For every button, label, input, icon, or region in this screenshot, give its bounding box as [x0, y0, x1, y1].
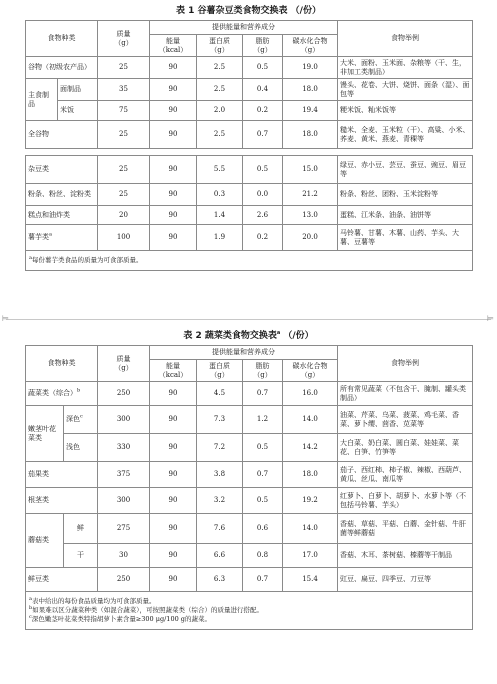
table-cell: 25: [98, 57, 150, 79]
table-row: [26, 206, 473, 225]
table-cell: 大米、面粉、玉米面、杂粮等（干、生，非加工类制品）: [338, 57, 473, 79]
table-cell: 0.5: [243, 57, 283, 79]
table-cell: 90: [150, 57, 197, 79]
table-row: [26, 568, 473, 592]
table1-note: $^a$每份薯芋类食品的质量为可食部质量。: [26, 251, 473, 271]
group-mushroom: 蘑菇类: [26, 514, 64, 568]
table-cell: 16.0: [283, 382, 338, 406]
table-cell: 300: [98, 406, 150, 434]
table-cell: 油菜、芹菜、乌菜、菠菜、鸡毛菜、香菜、萝卜缨、茴香、苋菜等: [338, 406, 473, 434]
table-cell: 粉条、粉丝、淀粉类: [26, 184, 98, 206]
table-cell: 3.8: [197, 462, 243, 488]
table-cell: 275: [98, 514, 150, 544]
table-cell: 90: [150, 434, 197, 462]
table-row: [26, 79, 473, 101]
table-cell: 15.4: [283, 568, 338, 592]
table-cell: 90: [150, 568, 197, 592]
table-row: [26, 434, 473, 462]
table-cell: 4.5: [197, 382, 243, 406]
table-cell: 90: [150, 156, 197, 184]
table-cell: 米饭: [58, 101, 98, 121]
table-cell: 杂豆类: [26, 156, 98, 184]
table-row: [26, 121, 473, 149]
table-cell: 300: [98, 488, 150, 514]
table-cell: 茄子、西红柿、柿子椒、辣椒、西葫芦、黄瓜、丝瓜、南瓜等: [338, 462, 473, 488]
footnote-mark: a: [49, 231, 52, 238]
table-cell: 0.0: [243, 184, 283, 206]
table-row: [26, 57, 473, 79]
table-cell: 粉条、粉丝、团粉、玉米淀粉等: [338, 184, 473, 206]
table-cell: 7.6: [197, 514, 243, 544]
table-cell: 90: [150, 488, 197, 514]
table-row: [26, 488, 473, 514]
table-row: [26, 382, 473, 406]
table-cell: 90: [150, 206, 197, 225]
table-cell: 粳米饭、籼米饭等: [338, 101, 473, 121]
table-cell: 13.0: [283, 206, 338, 225]
table-row: [26, 462, 473, 488]
table-cell: 绿豆、赤小豆、芸豆、蚕豆、豌豆、眉豆等: [338, 156, 473, 184]
table-cell: 19.4: [283, 101, 338, 121]
table-cell: 全谷物: [26, 121, 98, 149]
table-cell: 0.5: [243, 488, 283, 514]
table1: [25, 20, 473, 271]
header-protein: 蛋白质 （g）: [197, 35, 243, 57]
table-cell: 19.2: [283, 488, 338, 514]
table-cell: 1.2: [243, 406, 283, 434]
table-cell: 蛋糕、江米条、油条、油饼等: [338, 206, 473, 225]
table-cell: 大白菜、奶白菜、圆白菜、娃娃菜、菜花、白笋、竹笋等: [338, 434, 473, 462]
table-cell: 马铃薯、甘薯、木薯、山药、芋头、大薯、豆薯等: [338, 225, 473, 251]
table-row: [26, 406, 473, 434]
table-cell: 0.3: [197, 184, 243, 206]
table-cell: 17.0: [283, 544, 338, 568]
table-cell: 0.7: [243, 382, 283, 406]
table-row: [26, 225, 473, 251]
page-break-marker-left: ⊨: [2, 314, 9, 323]
page-separator: [0, 315, 497, 325]
header-supply: 提供能量和营养成分: [150, 21, 338, 35]
table-cell: 蔬菜类（综合）$^b$: [26, 382, 98, 406]
table-cell: 25: [98, 156, 150, 184]
header-kind: 食物种类: [26, 346, 98, 382]
table-cell: 0.4: [243, 79, 283, 101]
table-cell: 90: [150, 225, 197, 251]
table-row: [26, 544, 473, 568]
header-carb: 碳水化合物 （g）: [283, 35, 338, 57]
table-cell: 18.0: [283, 79, 338, 101]
table-cell: 香菇、草菇、平菇、白蘑、金针菇、牛肝菌等鲜蘑菇: [338, 514, 473, 544]
table-cell: 红萝卜、白萝卜、胡萝卜、水萝卜等（不包括马铃薯、芋头）: [338, 488, 473, 514]
table-cell: 25: [98, 184, 150, 206]
table-cell: 0.5: [243, 434, 283, 462]
table-cell: 鲜: [64, 514, 98, 544]
header-mass: 质量 （g）: [98, 346, 150, 382]
header-fat: 脂肪 （g）: [243, 360, 283, 382]
table-cell: 茄果类: [26, 462, 98, 488]
header-kind: 食物种类: [26, 21, 98, 57]
table-cell: 90: [150, 544, 197, 568]
table-cell: 5.5: [197, 156, 243, 184]
table2: [25, 345, 473, 630]
table-cell: 30: [98, 544, 150, 568]
header-supply: 提供能量和营养成分: [150, 346, 338, 360]
table-cell: 14.2: [283, 434, 338, 462]
footnote: $^a$表中给出的每份食品质量均为可食部质量。: [29, 595, 156, 605]
table-row: [26, 101, 473, 121]
table-cell: [26, 149, 473, 156]
table-cell: 薯芋类$^a$: [26, 225, 98, 251]
table-cell: 14.0: [283, 406, 338, 434]
table-cell: 根茎类: [26, 488, 98, 514]
table-cell: 0.5: [243, 156, 283, 184]
table-cell: 250: [98, 382, 150, 406]
table-cell: 1.9: [197, 225, 243, 251]
table-cell: 100: [98, 225, 150, 251]
table-cell: 20.0: [283, 225, 338, 251]
table-cell: 0.7: [243, 121, 283, 149]
table1-header-row: [26, 21, 473, 35]
header-mass: 质量 （g）: [98, 21, 150, 57]
table-cell: 18.0: [283, 121, 338, 149]
table-cell: 20: [98, 206, 150, 225]
table2-notes: [26, 592, 473, 630]
footnote: $^b$如果难以区分蔬菜种类（如混合蔬菜），可按照蔬菜类（综合）的质量进行搭配。: [29, 604, 263, 614]
table-cell: 90: [150, 382, 197, 406]
table-cell: 90: [150, 79, 197, 101]
table-cell: 90: [150, 121, 197, 149]
table-cell: 3.2: [197, 488, 243, 514]
header-protein: 蛋白质 （g）: [197, 360, 243, 382]
table-row: [26, 184, 473, 206]
table2-header-row: [26, 346, 473, 360]
table-cell: 2.5: [197, 57, 243, 79]
table-cell: 6.6: [197, 544, 243, 568]
table1-note-row: [26, 251, 473, 271]
table-cell: 18.0: [283, 462, 338, 488]
table-cell: 90: [150, 101, 197, 121]
table-cell: 19.0: [283, 57, 338, 79]
table-cell: 90: [150, 514, 197, 544]
page-break-marker-right: ⊨: [487, 314, 494, 323]
table-cell: 面制品: [58, 79, 98, 101]
table-cell: 2.5: [197, 79, 243, 101]
table-cell: 14.0: [283, 514, 338, 544]
table-cell: 90: [150, 184, 197, 206]
table2-title: 表 2 蔬菜类食物交换表$^a$ （/份）: [183, 330, 314, 341]
table-cell: 330: [98, 434, 150, 462]
table-cell: 21.2: [283, 184, 338, 206]
table-cell: 0.7: [243, 462, 283, 488]
header-examples: 食物举例: [338, 21, 473, 57]
header-examples: 食物举例: [338, 346, 473, 382]
table-cell: 25: [98, 121, 150, 149]
table1-title: 表 1 谷薯杂豆类食物交换表 （/份）: [176, 6, 321, 16]
table-cell: 2.0: [197, 101, 243, 121]
table-cell: 鲜豆类: [26, 568, 98, 592]
table-cell: 15.0: [283, 156, 338, 184]
table-cell: 0.2: [243, 225, 283, 251]
header-carb: 碳水化合物 （g）: [283, 360, 338, 382]
table-cell: 谷物（初级农产品）: [26, 57, 98, 79]
table-cell: 7.2: [197, 434, 243, 462]
table-cell: 糙米、全麦、玉米粒（干）、高粱、小米、荞麦、黄米、燕麦、青稞等: [338, 121, 473, 149]
table-cell: 干: [64, 544, 98, 568]
group-staple: 主食制品: [26, 79, 58, 121]
header-fat: 脂肪 （g）: [243, 35, 283, 57]
table-cell: 所有常见蔬菜（不包含干、腌制、罐头类制品）: [338, 382, 473, 406]
header-energy: 能量 （kcal）: [150, 35, 197, 57]
table-cell: 0.2: [243, 101, 283, 121]
table-cell: 75: [98, 101, 150, 121]
table-cell: 35: [98, 79, 150, 101]
table-cell: 90: [150, 462, 197, 488]
table-cell: 馒头、花卷、大饼、烧饼、面条（湿）、面包等: [338, 79, 473, 101]
table-cell: 2.6: [243, 206, 283, 225]
group-leafy: 嫩茎叶花菜类: [26, 406, 64, 462]
table-cell: 2.5: [197, 121, 243, 149]
table-cell: 深色$^c$: [64, 406, 98, 434]
table-cell: 浅色: [64, 434, 98, 462]
table-cell: 1.4: [197, 206, 243, 225]
table-cell: 0.6: [243, 514, 283, 544]
table-cell: 6.3: [197, 568, 243, 592]
table-row: [26, 514, 473, 544]
header-energy: 能量 （kcal）: [150, 360, 197, 382]
table-cell: 0.7: [243, 568, 283, 592]
table-cell: 90: [150, 406, 197, 434]
table-cell: 豇豆、扁豆、四季豆、刀豆等: [338, 568, 473, 592]
table-spacer: [26, 149, 473, 156]
table-cell: 糕点和油炸类: [26, 206, 98, 225]
table-cell: 0.8: [243, 544, 283, 568]
table-cell: 7.3: [197, 406, 243, 434]
table-cell: 250: [98, 568, 150, 592]
table-cell: 香菇、木耳、茶树菇、榛蘑等干制品: [338, 544, 473, 568]
table-row: [26, 156, 473, 184]
table-cell: 375: [98, 462, 150, 488]
table2-notes-row: [26, 592, 473, 630]
footnote: $^c$深色嫩茎叶花菜类特指胡萝卜素含量≥300 μg/100 g的蔬菜。: [29, 613, 211, 623]
